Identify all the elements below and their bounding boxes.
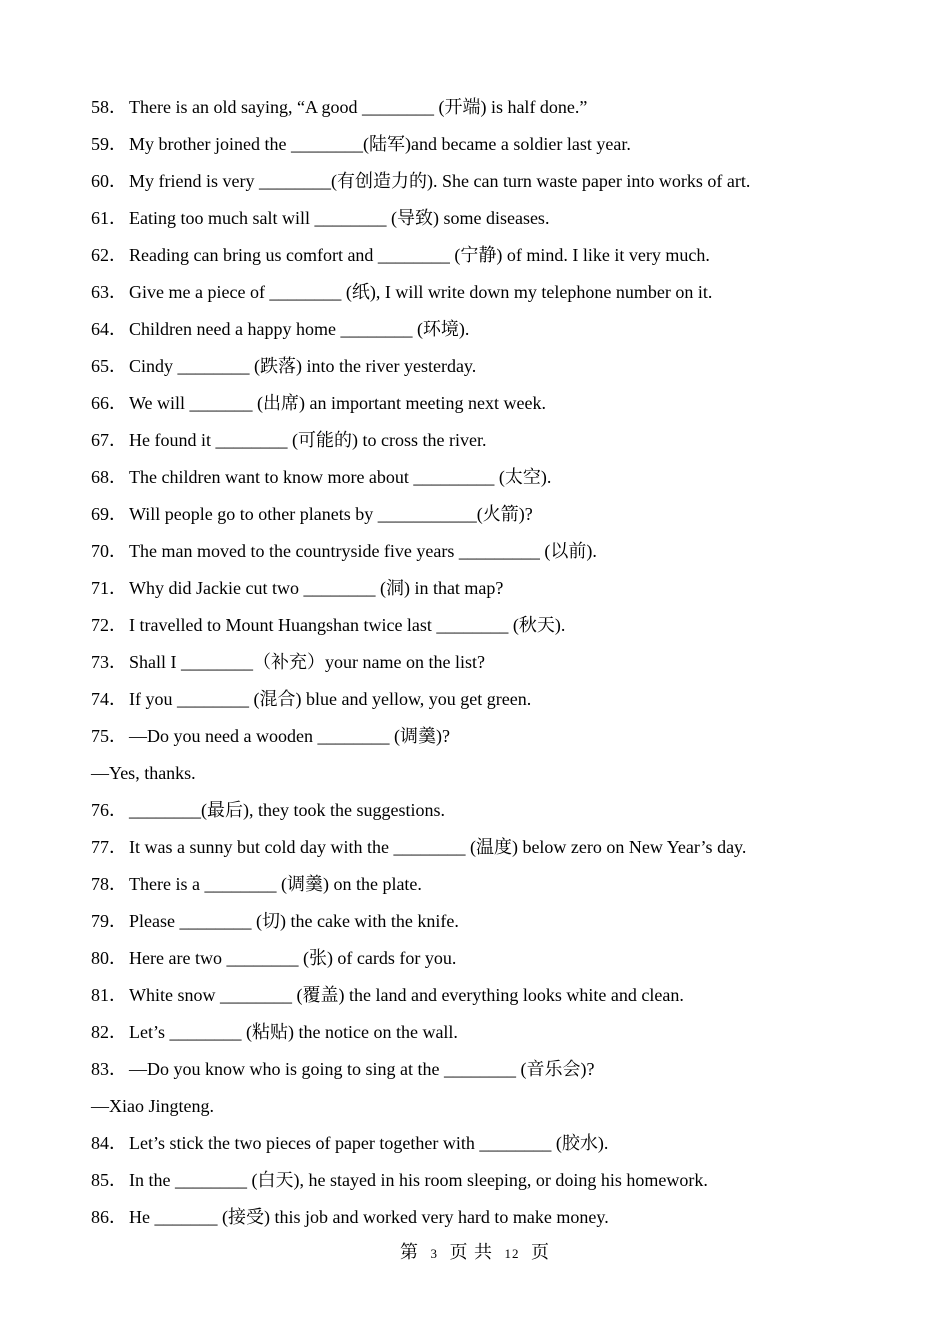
question-text: Here are two ________ (张) of cards for you.	[129, 948, 457, 968]
question-number: 84．	[91, 1133, 127, 1153]
question-item	[91, 538, 911, 575]
question-item	[91, 908, 911, 945]
question-item	[91, 723, 911, 760]
question-text: He found it ________ (可能的) to cross the river.	[129, 430, 487, 450]
question-number: 72．	[91, 615, 127, 635]
question-text: Please ________ (切) the cake with the knife.	[129, 911, 459, 931]
question-number: 80．	[91, 948, 127, 968]
question-text: Eating too much salt will ________ (导致) some diseases.	[129, 208, 550, 228]
question-text: Will people go to other planets by ___________(火箭)?	[129, 504, 533, 524]
question-item	[91, 982, 911, 1019]
page-footer	[0, 1238, 950, 1264]
question-text: It was a sunny but cold day with the ________ (温度) below zero on New Year’s day.	[129, 837, 747, 857]
question-number: 64．	[91, 319, 127, 339]
question-text: There is a ________ (调羹) on the plate.	[129, 874, 422, 894]
question-text: Why did Jackie cut two ________ (洞) in that map?	[129, 578, 504, 598]
question-text: White snow ________ (覆盖) the land and everything looks white and clean.	[129, 985, 684, 1005]
answer-line	[91, 1093, 911, 1130]
question-text: My friend is very ________(有创造力的). She can turn waste paper into works of art.	[129, 171, 751, 191]
question-number: 66．	[91, 393, 127, 413]
question-number: 76．	[91, 800, 127, 820]
question-list	[91, 94, 911, 1241]
footer-suffix: 页	[531, 1242, 550, 1262]
question-number: 65．	[91, 356, 127, 376]
question-text: ________(最后), they took the suggestions.	[129, 800, 445, 820]
question-text: Children need a happy home ________ (环境).	[129, 319, 470, 339]
answer-line	[91, 760, 911, 797]
question-text: Shall I ________（补充）your name on the list?	[129, 652, 485, 672]
question-text: He _______ (接受) this job and worked very hard to make money.	[129, 1207, 609, 1227]
question-number: 69．	[91, 504, 127, 524]
question-item	[91, 94, 911, 131]
question-item	[91, 612, 911, 649]
question-item	[91, 1167, 911, 1204]
question-number: 63．	[91, 282, 127, 302]
question-text: Let’s ________ (粘贴) the notice on the wall.	[129, 1022, 458, 1042]
footer-current-page: 3	[430, 1246, 438, 1261]
question-number: 74．	[91, 689, 127, 709]
question-number: 79．	[91, 911, 127, 931]
question-item	[91, 1019, 911, 1056]
question-item	[91, 242, 911, 279]
question-item	[91, 501, 911, 538]
question-number: 83．	[91, 1059, 127, 1079]
question-text: —Do you know who is going to sing at the ________ (音乐会)?	[129, 1059, 595, 1079]
question-item	[91, 1130, 911, 1167]
question-number: 75．	[91, 726, 127, 746]
question-item	[91, 279, 911, 316]
question-item	[91, 575, 911, 612]
question-number: 82．	[91, 1022, 127, 1042]
question-text: The man moved to the countryside five years _________ (以前).	[129, 541, 597, 561]
question-text: Let’s stick the two pieces of paper together with ________ (胶水).	[129, 1133, 609, 1153]
question-item	[91, 131, 911, 168]
question-item	[91, 390, 911, 427]
question-item	[91, 797, 911, 834]
question-item	[91, 353, 911, 390]
question-text: If you ________ (混合) blue and yellow, you get green.	[129, 689, 532, 709]
question-item	[91, 464, 911, 501]
question-number: 67．	[91, 430, 127, 450]
question-text: My brother joined the ________(陆军)and became a soldier last year.	[129, 134, 631, 154]
question-item	[91, 834, 911, 871]
question-text: I travelled to Mount Huangshan twice last ________ (秋天).	[129, 615, 566, 635]
question-item	[91, 1204, 911, 1241]
question-text: The children want to know more about _________ (太空).	[129, 467, 552, 487]
question-text: —Xiao Jingteng.	[91, 1096, 214, 1116]
question-number: 73．	[91, 652, 127, 672]
question-text: There is an old saying, “A good ________ (开端) is half done.”	[129, 97, 588, 117]
question-number: 59．	[91, 134, 127, 154]
question-number: 85．	[91, 1170, 127, 1190]
question-item	[91, 1056, 911, 1093]
question-number: 81．	[91, 985, 127, 1005]
question-number: 68．	[91, 467, 127, 487]
question-text: —Yes, thanks.	[91, 763, 196, 783]
question-item	[91, 427, 911, 464]
question-text: —Do you need a wooden ________ (调羹)?	[129, 726, 450, 746]
question-item	[91, 205, 911, 242]
question-item	[91, 686, 911, 723]
question-item	[91, 649, 911, 686]
question-number: 78．	[91, 874, 127, 894]
question-item	[91, 945, 911, 982]
question-number: 86．	[91, 1207, 127, 1227]
question-text: Cindy ________ (跌落) into the river yesterday.	[129, 356, 477, 376]
footer-total-pages: 12	[504, 1246, 520, 1261]
footer-prefix: 第	[400, 1242, 419, 1262]
question-number: 62．	[91, 245, 127, 265]
question-number: 70．	[91, 541, 127, 561]
question-item	[91, 871, 911, 908]
question-item	[91, 316, 911, 353]
question-text: In the ________ (白天), he stayed in his room sleeping, or doing his homework.	[129, 1170, 708, 1190]
question-number: 77．	[91, 837, 127, 857]
question-text: We will _______ (出席) an important meeting next week.	[129, 393, 546, 413]
question-number: 61．	[91, 208, 127, 228]
footer-middle: 页 共	[449, 1242, 493, 1262]
question-number: 58．	[91, 97, 127, 117]
question-text: Reading can bring us comfort and ________ (宁静) of mind. I like it very much.	[129, 245, 710, 265]
question-text: Give me a piece of ________ (纸), I will write down my telephone number on it.	[129, 282, 713, 302]
question-number: 71．	[91, 578, 127, 598]
question-number: 60．	[91, 171, 127, 191]
question-item	[91, 168, 911, 205]
